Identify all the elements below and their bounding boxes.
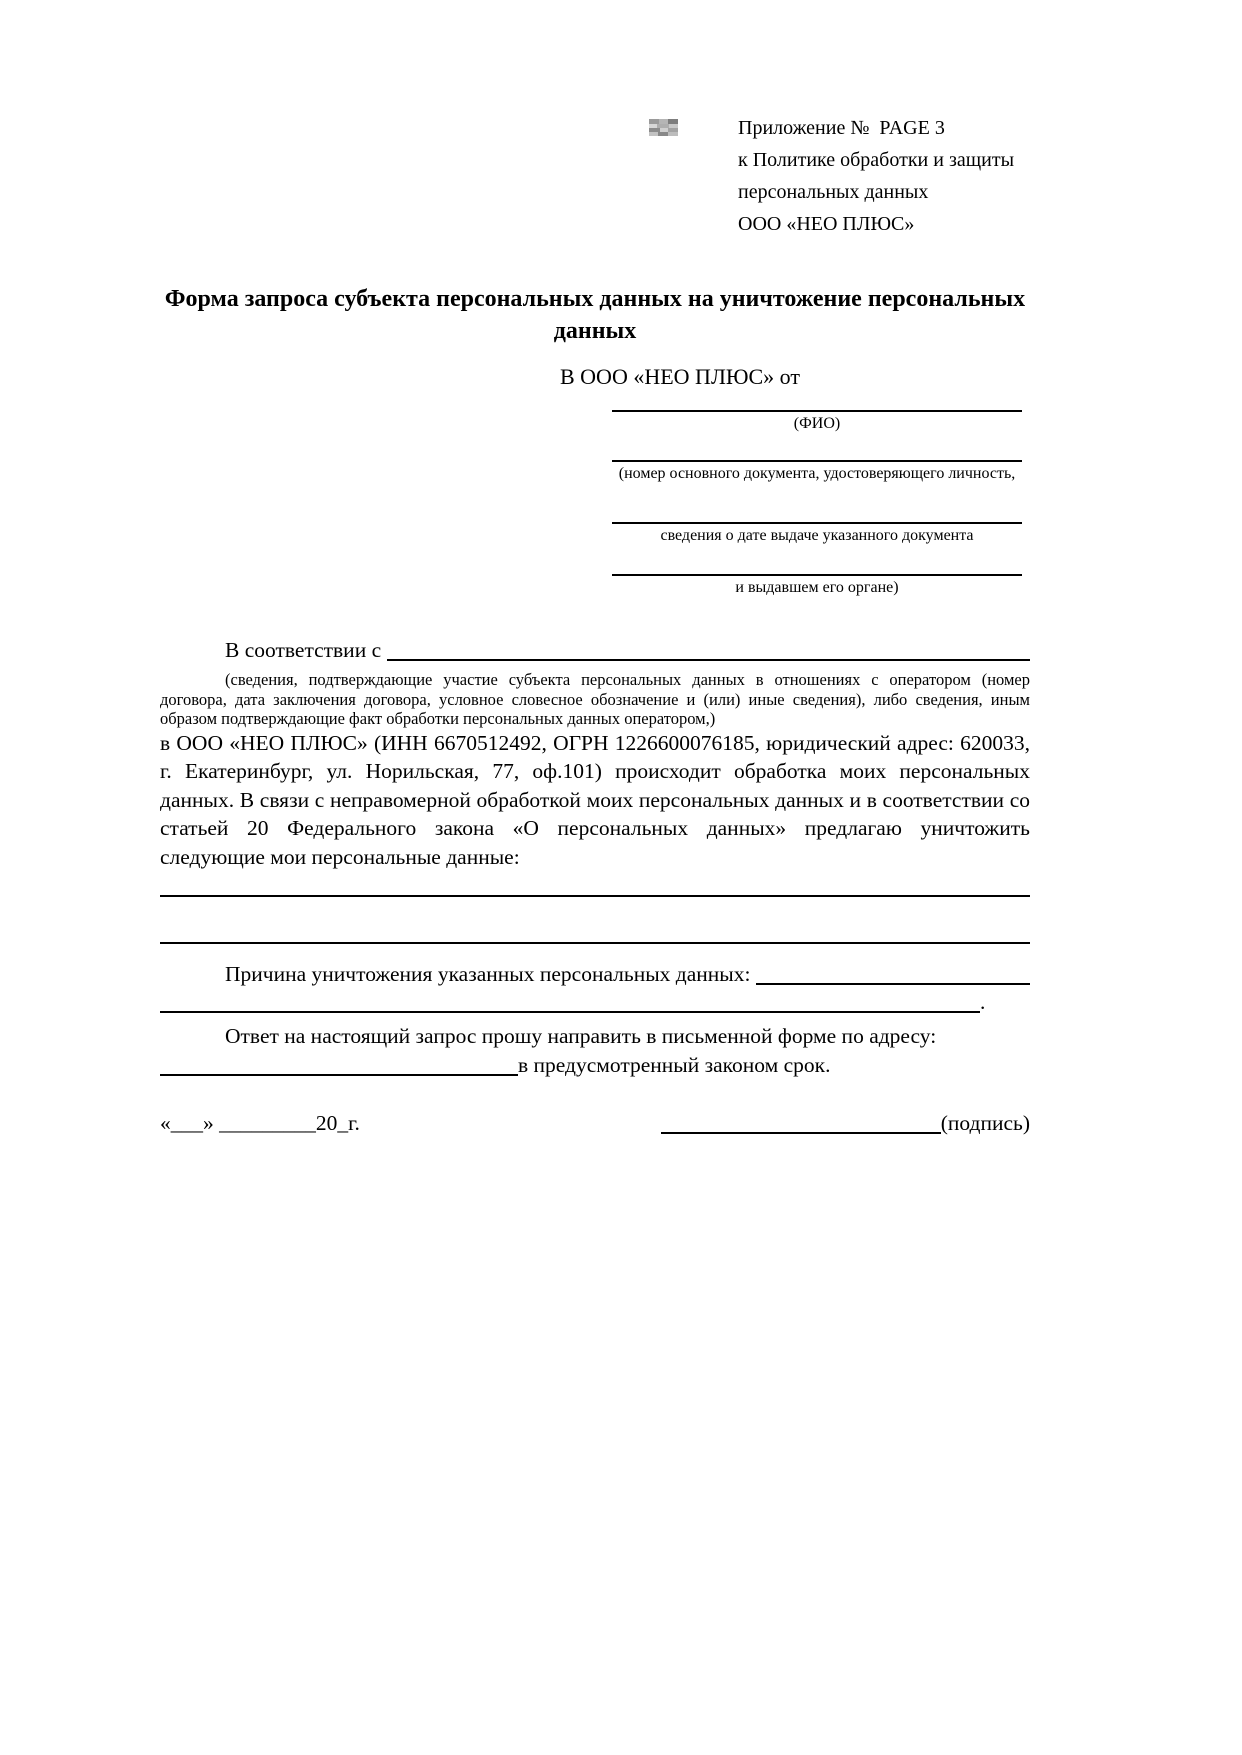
- response-request-text: Ответ на настоящий запрос прошу направить в письменной форме по адресу:: [225, 1024, 937, 1048]
- signature-caption: (подпись): [940, 1111, 1030, 1135]
- policy-reference-line2: персональных данных: [738, 181, 929, 203]
- reason-label: Причина уничтожения указанных персональных данных:: [225, 962, 756, 986]
- organization-name: ООО «НЕО ПЛЮС»: [738, 213, 915, 235]
- appendix-number-line: Приложение № PAGE 3: [738, 117, 945, 139]
- applicant-fields: [612, 410, 1022, 598]
- appendix-header: [738, 112, 1068, 240]
- reason-blank-line: [756, 983, 1030, 985]
- accordance-lead-text: В соответствии с: [225, 638, 387, 662]
- date-field: «___» _________20_г.: [160, 1111, 360, 1135]
- policy-reference-line: к Политике обработки и защиты: [738, 149, 1015, 171]
- accordance-blank-line: [387, 659, 1031, 661]
- accordance-footnote: (сведения, подтверждающие участие субъекта персональных данных в отношениях с оператором (номер договора, дата заключения договора, условное словесное обозначение и (или) иные сведения), либо сведения, иным образом подтверждающие факт обработки персональных данных оператором,): [160, 670, 1030, 728]
- response-address-row: [160, 1051, 1030, 1080]
- issue-date-caption: сведения о дате выдаче указанного документа: [660, 527, 974, 544]
- signature-group: [661, 1109, 1030, 1137]
- embedded-object-icon: [649, 115, 678, 140]
- response-block: [160, 1022, 1030, 1079]
- fio-caption: (ФИО): [793, 415, 841, 432]
- document-number-caption: (номер основного документа, удостоверяющего личность,: [618, 465, 1016, 482]
- accordance-row: [160, 636, 1030, 664]
- document-title: Форма запроса субъекта персональных данных на уничтожение персональных данных: [164, 286, 1026, 344]
- response-address-blank-line: [160, 1074, 518, 1076]
- signature-blank-line: [661, 1132, 941, 1134]
- personal-data-blank-line-1: [160, 895, 1030, 897]
- addressee-line: В ООО «НЕО ПЛЮС» от: [560, 364, 800, 389]
- response-term-text: в предусмотренный законом срок.: [518, 1052, 831, 1077]
- main-paragraph: в ООО «НЕО ПЛЮС» (ИНН 6670512492, ОГРН 1226600076185, юридический адрес: 620033, г. Екатеринбург, ул. Норильская, 77, оф.101) происходит обработка моих персональных данных. В связи с неправомерной обработкой моих персональных данных и в соответствии со статьей 20 Федерального закона «О персональных данных» предлагаю уничтожить следующие мои персональные данные:: [160, 730, 1030, 869]
- reason-continuation-row: [160, 988, 1030, 1016]
- personal-data-blank-line-2: [160, 942, 1030, 944]
- date-signature-row: [160, 1109, 1030, 1137]
- reason-row: [160, 960, 1030, 988]
- reason-line-terminator: .: [980, 990, 986, 1014]
- reason-continuation-blank-line: [160, 1011, 980, 1013]
- issuing-authority-caption: и выдавшем его органе): [735, 579, 899, 596]
